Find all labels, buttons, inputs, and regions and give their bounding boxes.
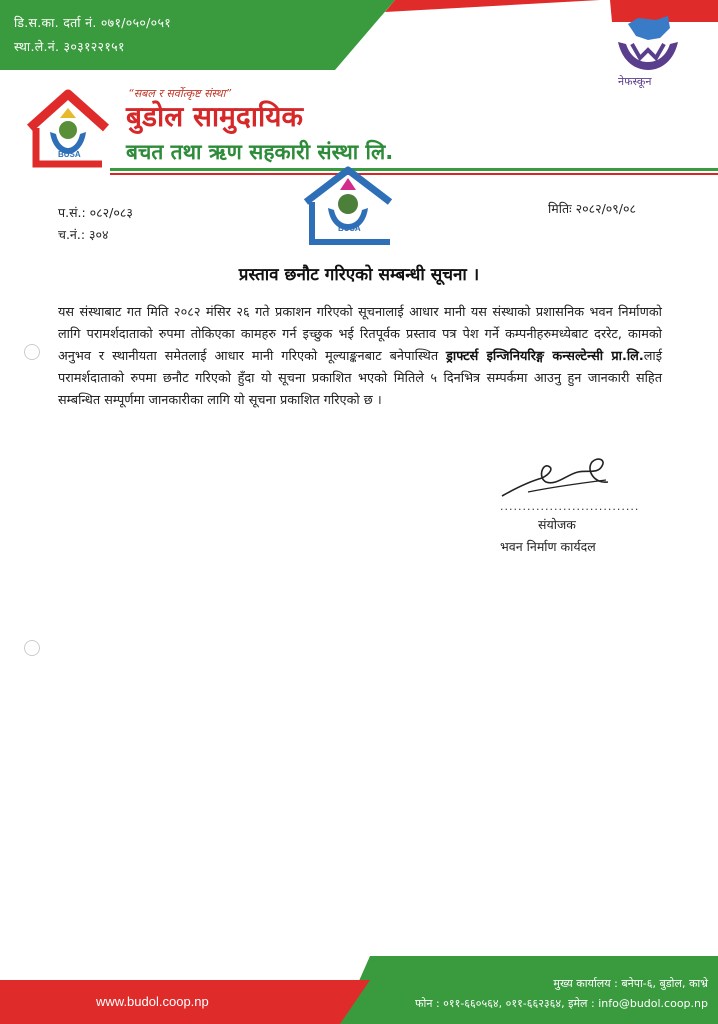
- busa-logo-text: BUSA: [58, 150, 81, 159]
- header-rule-red: [110, 173, 718, 175]
- reference-number: प.सं.: ०८२/०८३: [58, 205, 133, 220]
- letter-date: मितिः २०८२/०९/०८: [548, 201, 636, 216]
- pan-line: स्था.ले.नं. ३०३१२२१५१: [14, 39, 125, 54]
- center-logo-text: BUSA: [338, 224, 361, 233]
- header-rule-green: [110, 168, 718, 171]
- org-motto: “सबल र सर्वोत्कृष्ट संस्था”: [128, 87, 232, 100]
- signature-scribble: [498, 452, 618, 506]
- signatory-committee: भवन निर्माण कार्यदल: [500, 539, 596, 554]
- notice-body-part1: यस संस्थाबाट गत मिति २०८२ मंसिर २६ गते प्रकाशन गरिएको सूचनालाई आधार मानी यस संस्थाको प्रशासनिक भवन निर्माणको लागि परामर्शदाताको रुपमा तोकिएका कामहरु गर्न इच्छुक भई रितपूर्वक प्रस्ताव पत्र पेश गर्ने कम्पनीहरुमध्येबाट दररेट, कामको अनुभव र स्थानीयता समेतलाई आधार मानी गरिएको मूल्याङ्कनबाट बनेपास्थित: [58, 305, 662, 364]
- registration-line: डि.स.का. दर्ता नं. ०७१/०५०/०५१: [14, 15, 172, 30]
- org-name: बुडोल सामुदायिक: [126, 100, 303, 133]
- footer-contact: फोन : ०११-६६०५६४, ०११-६६२३६४, इमेल : info@budol.coop.np: [415, 997, 708, 1010]
- busa-logo: [22, 88, 114, 168]
- nefscun-logo: [608, 14, 688, 94]
- nefscun-label: नेफस्कून: [618, 75, 652, 88]
- busa-house-hands-blue-icon: [300, 166, 396, 246]
- footer-band: [0, 956, 718, 1024]
- footer-website-link[interactable]: www.budol.coop.np: [96, 994, 209, 1009]
- notice-title: प्रस्ताव छनौट गरिएको सम्बन्धी सूचना ।: [238, 265, 480, 285]
- org-subtitle: बचत तथा ऋण सहकारी संस्था लि.: [126, 140, 394, 164]
- notice-body: [58, 302, 662, 412]
- punch-hole-mark: [24, 640, 40, 656]
- notice-body-company: ड्राफ्टर्स इन्जिनियरिङ्ग कन्सल्टेन्सी प्रा.लि.: [446, 349, 644, 364]
- nefscun-emblem-icon: [608, 14, 688, 78]
- handwritten-signature: [498, 452, 618, 506]
- dispatch-number: च.नं.: ३०४: [58, 227, 109, 242]
- punch-hole-mark: [24, 344, 40, 360]
- notice-body-part2: लाई परामर्शदाताको रुपमा छनौट गरिएको हुँदा यो सूचना प्रकाशित भएको मितिले ५ दिनभित्र सम्पर्कमा आउनु हुन जानकारी सहित सम्बन्धित सम्पूर्णमा जानकारीका लागि यो सूचना प्रकाशित गरिएको छ ।: [58, 349, 662, 408]
- center-busa-logo: [300, 166, 396, 246]
- signature-dots: ...............................: [500, 500, 640, 513]
- signatory-role: संयोजक: [538, 517, 576, 532]
- footer-office-address: मुख्य कार्यालय : बनेपा-६, बुडोल, काभ्रे: [553, 977, 708, 990]
